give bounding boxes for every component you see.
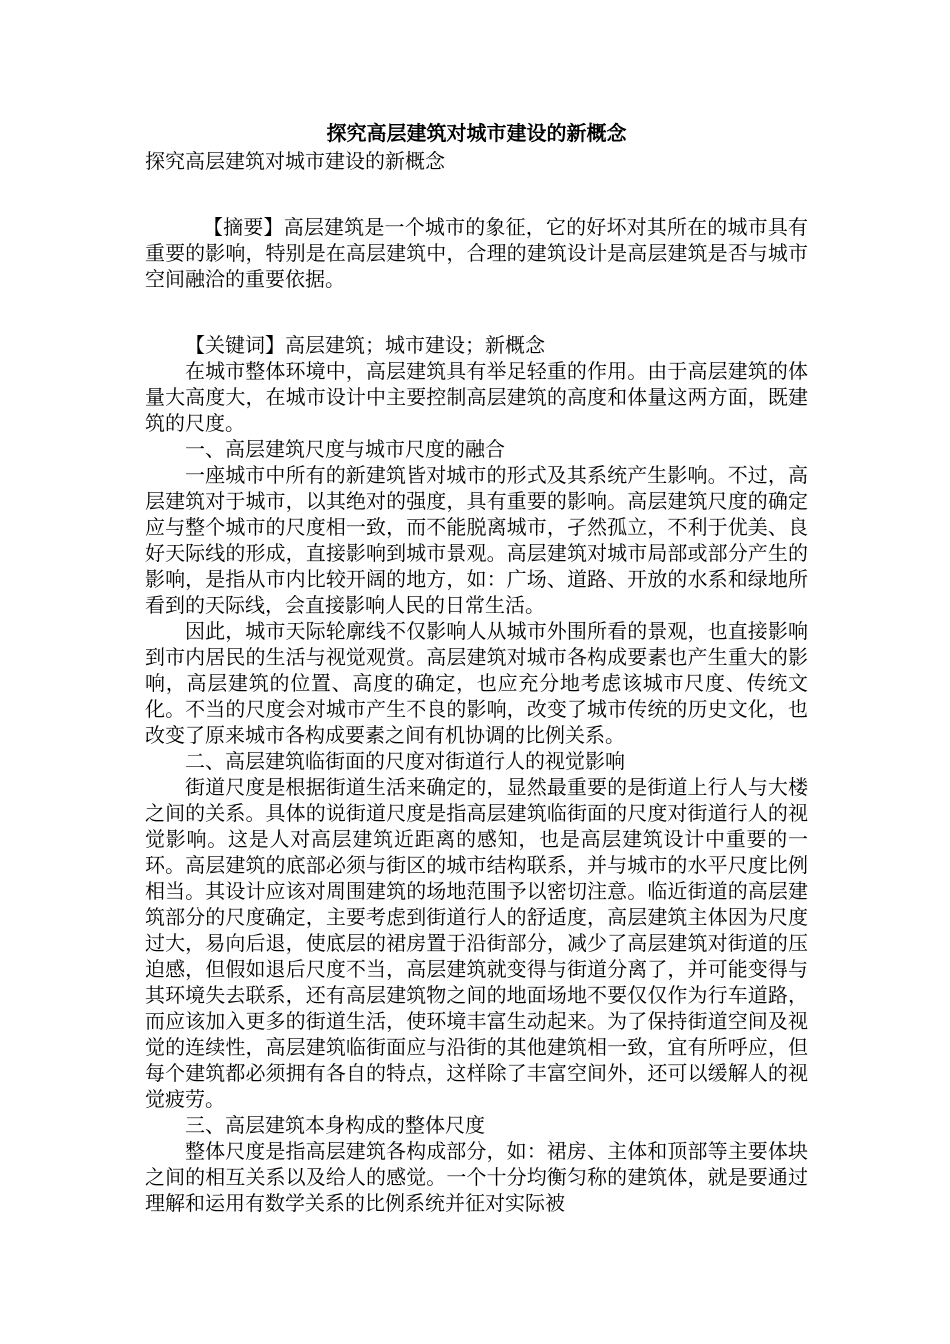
abstract-paragraph: 【摘要】高层建筑是一个城市的象征，它的好坏对其所在的城市具有重要的影响，特别是在高层建筑中，合理的建筑设计是高层建筑是否与城市空间融洽的重要依据。 xyxy=(145,215,808,291)
body-paragraph: 街道尺度是根据街道生活来确定的，显然最重要的是街道上行人与大楼之间的关系。具体的说街道尺度是指高层建筑临街面的尺度对街道行人的视觉影响。这是人对高层建筑近距离的感知，也是高层建筑设计中重要的一环。高层建筑的底部必须与街区的城市结构联系，并与城市的水平尺度比例相当。其设计应该对周围建筑的场地范围予以密切注意。临近街道的高层建筑部分的尺度确定，主要考虑到街道行人的舒适度，高层建筑主体因为尺度过大，易向后退，使底层的裙房置于沿街部分，减少了高层建筑对街道的压迫感，但假如退后尺度不当，高层建筑就变得与街道分离了，并可能变得与其环境失去联系，还有高层建筑物之间的地面场地不要仅仅作为行车道路，而应该加入更多的街道生活，使环境丰富生动起来。为了保持街道空间及视觉的连续性，高层建筑临街面应与沿街的其他建筑相一致，宜有所呼应，但每个建筑都必须拥有各自的特点，这样除了丰富空间外，还可以缓解人的视觉疲劳。 xyxy=(145,775,808,1111)
body-paragraph: 一座城市中所有的新建筑皆对城市的形式及其系统产生影响。不过，高层建筑对于城市，以其绝对的强度，具有重要的影响。高层建筑尺度的确定应与整个城市的尺度相一致，而不能脱离城市，孑然孤立，不利于优美、良好天际线的形成，直接影响到城市景观。高层建筑对城市局部或部分产生的影响，是指从市内比较开阔的地方，如：广场、道路、开放的水系和绿地所看到的天际线，会直接影响人民的日常生活。 xyxy=(145,463,808,617)
document-title: 探究高层建筑对城市建设的新概念 xyxy=(326,121,627,145)
keywords-line: 【关键词】高层建筑；城市建设；新概念 xyxy=(185,333,545,357)
body-paragraph: 整体尺度是指高层建筑各构成部分，如：裙房、主体和顶部等主要体块之间的相互关系以及给人的感觉。一个十分均衡匀称的建筑体，就是要通过理解和运用有数学关系的比例系统并征对实际被 xyxy=(145,1139,808,1215)
section-heading: 三、高层建筑本身构成的整体尺度 xyxy=(185,1113,485,1137)
section-heading: 二、高层建筑临街面的尺度对街道行人的视觉影响 xyxy=(185,749,625,773)
section-heading: 一、高层建筑尺度与城市尺度的融合 xyxy=(185,437,505,461)
body-paragraph: 在城市整体环境中，高层建筑具有举足轻重的作用。由于高层建筑的体量大高度大，在城市设计中主要控制高层建筑的高度和体量这两方面，既建筑的尺度。 xyxy=(145,359,808,435)
body-paragraph: 因此，城市天际轮廓线不仅影响人从城市外围所看的景观，也直接影响到市内居民的生活与视觉观赏。高层建筑对城市各构成要素也产生重大的影响，高层建筑的位置、高度的确定，也应充分地考虑该城市尺度、传统文化。不当的尺度会对城市产生不良的影响，改变了城市传统的历史文化，也改变了原来城市各构成要素之间有机协调的比例关系。 xyxy=(145,619,808,747)
document-subtitle: 探究高层建筑对城市建设的新概念 xyxy=(145,149,445,173)
